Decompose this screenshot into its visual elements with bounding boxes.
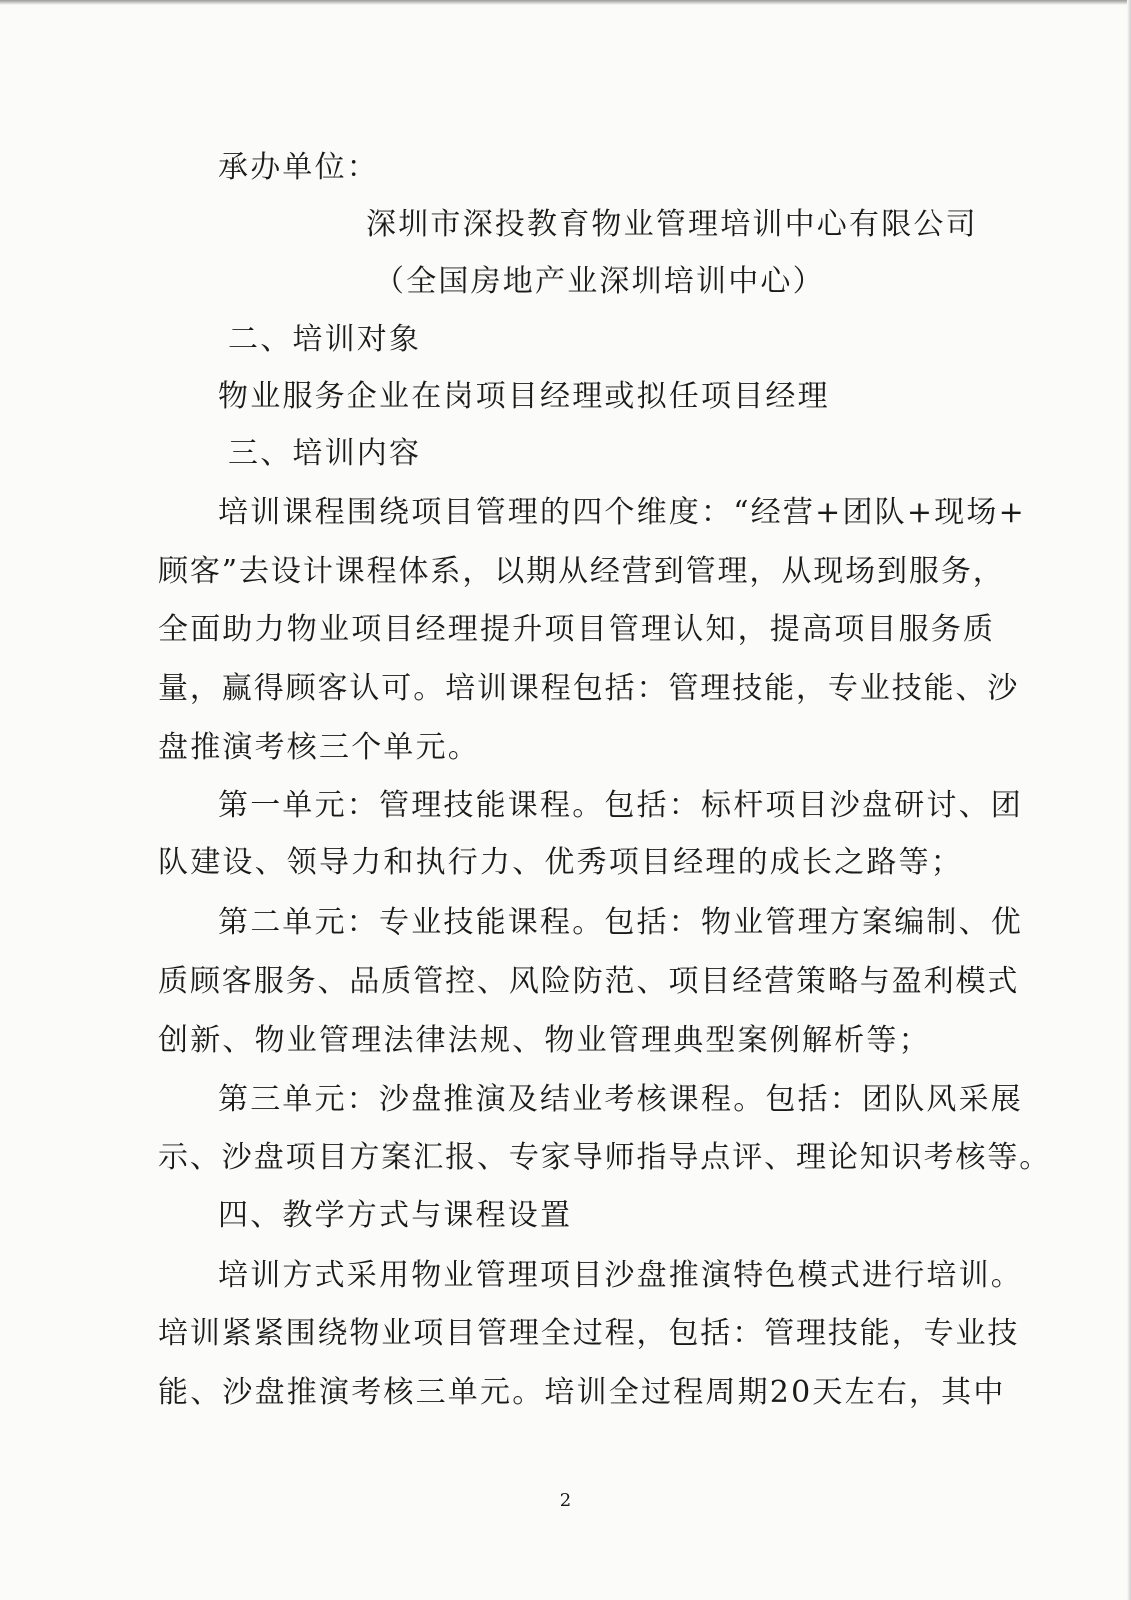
paragraph-line: 物业服务企业在岗项目经理或拟任项目经理 xyxy=(218,379,830,414)
organizer-name: 深圳市深投教育物业管理培训中心有限公司 xyxy=(366,207,978,242)
paragraph-line: 示、沙盘项目方案汇报、专家导师指导点评、理论知识考核等。 xyxy=(158,1140,1052,1175)
paragraph-line: 全面助力物业项目经理提升项目管理认知，提高项目服务质 xyxy=(158,612,996,647)
paragraph-line: 培训课程围绕项目管理的四个维度：“经营+团队+现场+ xyxy=(218,495,1026,530)
section-heading-trainees: 二、培训对象 xyxy=(228,322,422,357)
paragraph-line: 质顾客服务、品质管控、风险防范、项目经营策略与盈利模式 xyxy=(158,964,1020,999)
paragraph-line: 培训紧紧围绕物业项目管理全过程，包括：管理技能，专业技 xyxy=(158,1316,1020,1351)
paragraph-line: 顾客”去设计课程体系，以期从经营到管理，从现场到服务， xyxy=(158,554,1005,589)
section-heading-teaching: 四、教学方式与课程设置 xyxy=(218,1198,573,1233)
paragraph-line: 第二单元：专业技能课程。包括：物业管理方案编制、优 xyxy=(218,905,1023,940)
paragraph-line: 能、沙盘推演考核三单元。培训全过程周期20天左右，其中 xyxy=(158,1375,1006,1410)
paragraph-line: 培训方式采用物业管理项目沙盘推演特色模式进行培训。 xyxy=(218,1258,1023,1293)
paragraph-line: 盘推演考核三个单元。 xyxy=(158,730,480,765)
scan-top-edge xyxy=(0,0,1131,5)
paragraph-line: 创新、物业管理法律法规、物业管理典型案例解析等； xyxy=(158,1023,931,1058)
paragraph-line: 量，赢得顾客认可。培训课程包括：管理技能，专业技能、沙 xyxy=(158,671,1020,706)
organizer-label: 承办单位： xyxy=(218,150,379,185)
page-number: 2 xyxy=(559,1490,572,1511)
scan-right-edge xyxy=(1127,0,1131,1600)
organizer-alias: （全国房地产业深圳培训中心） xyxy=(374,264,825,299)
paragraph-line: 队建设、领导力和执行力、优秀项目经理的成长之路等； xyxy=(158,845,963,880)
paragraph-line: 第三单元：沙盘推演及结业考核课程。包括：团队风采展 xyxy=(218,1082,1023,1117)
paragraph-line: 第一单元：管理技能课程。包括：标杆项目沙盘研讨、团 xyxy=(218,788,1023,823)
section-heading-content: 三、培训内容 xyxy=(228,436,422,471)
